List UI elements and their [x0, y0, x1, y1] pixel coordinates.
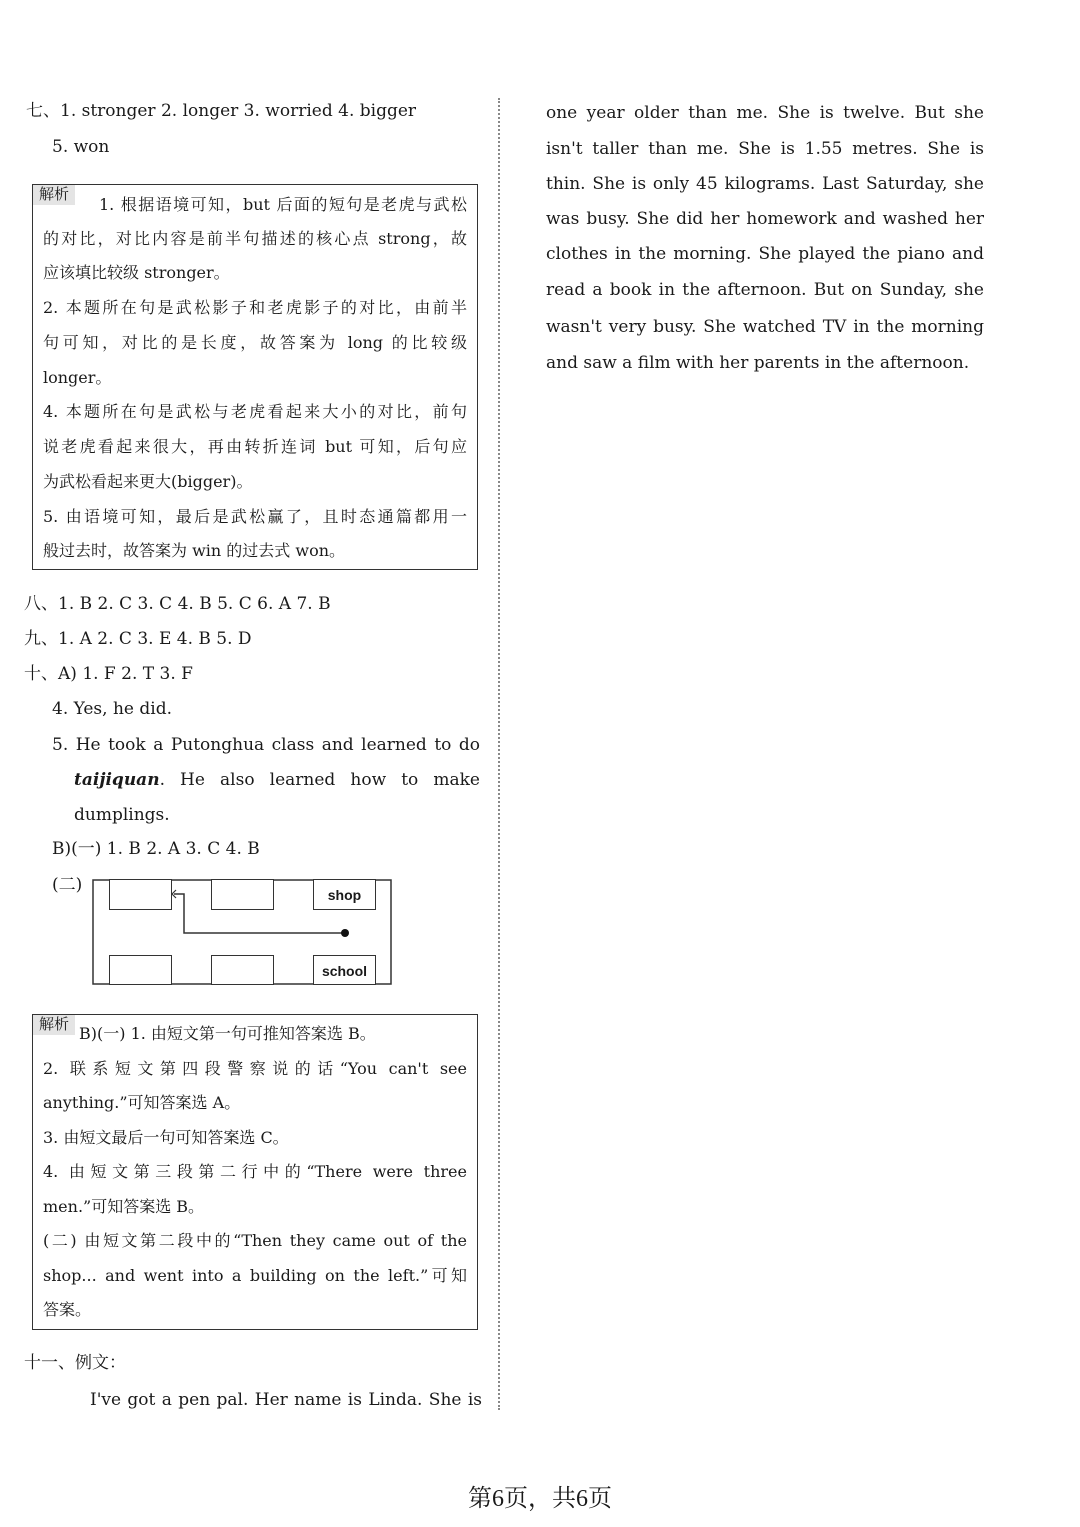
section7-analysis-box — [32, 184, 478, 570]
shop-building — [313, 879, 376, 910]
section10-part-a: 十、A) 1. F 2. T 3. F — [24, 664, 193, 684]
analysis-line: 句可知，对比的是长度，故答案为 long 的比较级 — [43, 333, 467, 352]
column-divider — [498, 98, 500, 1410]
analysis-line: 5. 由语境可知，最后是武松赢了，且时态通篇都用一 — [43, 507, 467, 526]
analysis-line: shop... and went into a building on the left.”可知 — [43, 1266, 467, 1285]
essay-line: one year older than me. She is twelve. But she — [546, 103, 984, 123]
analysis-line: 应该填比较级 stronger。 — [43, 263, 230, 282]
essay-line: wasn't very busy. She watched TV in the morning — [546, 317, 984, 337]
sentence-text: . He also learned how to make — [159, 770, 480, 790]
essay-line: isn't taller than me. She is 1.55 metres. She is — [546, 139, 984, 159]
section10-a4: 4. Yes, he did. — [52, 699, 172, 719]
analysis-line: B)(一) 1. 由短文第一句可推知答案选 B。 — [79, 1024, 376, 1043]
essay-line: and saw a film with her parents in the afternoon. — [546, 353, 970, 373]
start-point — [341, 929, 349, 937]
analysis-line: 3. 由短文最后一句可知答案选 C。 — [43, 1128, 289, 1147]
analysis-line: 般过去时，故答案为 win 的过去式 won。 — [43, 541, 346, 560]
section10-a5-cont — [74, 772, 480, 789]
building-bottom-left — [109, 955, 172, 985]
route-map — [92, 879, 392, 985]
section10-a5-end: dumplings. — [74, 805, 170, 825]
analysis-line: anything.”可知答案选 A。 — [43, 1093, 241, 1112]
analysis-line: 4. 本题所在句是武松与老虎看起来大小的对比，前句 — [43, 402, 467, 421]
section10-part-b2-label: (二) — [52, 875, 83, 895]
analysis-line: men.”可知答案选 B。 — [43, 1197, 205, 1216]
analysis-line: 2. 本题所在句是武松影子和老虎影子的对比，由前半 — [43, 298, 467, 317]
analysis-line: (二) 由短文第二段中的“Then they came out of the — [43, 1231, 467, 1250]
pinyin-word: taijiquan — [74, 770, 160, 790]
analysis-line: 答案。 — [43, 1300, 92, 1319]
analysis-line: 为武松看起来更大(bigger)。 — [43, 472, 253, 491]
page-number: 第6页，共6页 — [468, 1486, 612, 1512]
essay-line: was busy. She did her homework and washed her — [546, 209, 984, 229]
analysis-tag: 解析 — [33, 185, 75, 205]
section9-answers: 九、1. A 2. C 3. E 4. B 5. D — [24, 629, 252, 649]
section10-part-b: B)(一) 1. B 2. A 3. C 4. B — [52, 839, 260, 859]
essay-line: thin. She is only 45 kilograms. Last Saturday, she — [546, 174, 984, 194]
analysis-tag: 解析 — [33, 1015, 75, 1035]
analysis-line: 1. 根据语境可知，but 后面的短句是老虎与武松 — [99, 195, 467, 214]
school-label: school — [321, 963, 368, 979]
analysis-line: 说老虎看起来很大，再由转折连词 but 可知，后句应 — [43, 437, 467, 456]
school-building — [313, 955, 376, 985]
essay-line: read a book in the afternoon. But on Sunday, she — [546, 280, 984, 300]
section10-a5: 5. He took a Putonghua class and learned to do — [52, 735, 480, 755]
building-top-left — [109, 879, 172, 910]
building-top-middle — [211, 879, 274, 910]
section10-analysis-box — [32, 1014, 478, 1330]
shop-label: shop — [327, 887, 362, 903]
section11-heading: 十一、例文： — [24, 1353, 126, 1373]
analysis-line: 的对比，对比内容是前半句描述的核心点 strong，故 — [43, 229, 467, 248]
analysis-line: 2. 联系短文第四段警察说的话“You can't see — [43, 1059, 467, 1078]
section7-answers-cont: 5. won — [52, 137, 110, 157]
analysis-line: 4. 由短文第三段第二行中的“There were three — [43, 1162, 467, 1181]
essay-line: clothes in the morning. She played the piano and — [546, 244, 984, 264]
analysis-line: longer。 — [43, 368, 112, 387]
section7-answers: 七、1. stronger 2. longer 3. worried 4. bigger — [26, 101, 417, 121]
essay-first-line: I've got a pen pal. Her name is Linda. She is — [90, 1390, 482, 1410]
section8-answers: 八、1. B 2. C 3. C 4. B 5. C 6. A 7. B — [24, 594, 331, 614]
building-bottom-middle — [211, 955, 274, 985]
